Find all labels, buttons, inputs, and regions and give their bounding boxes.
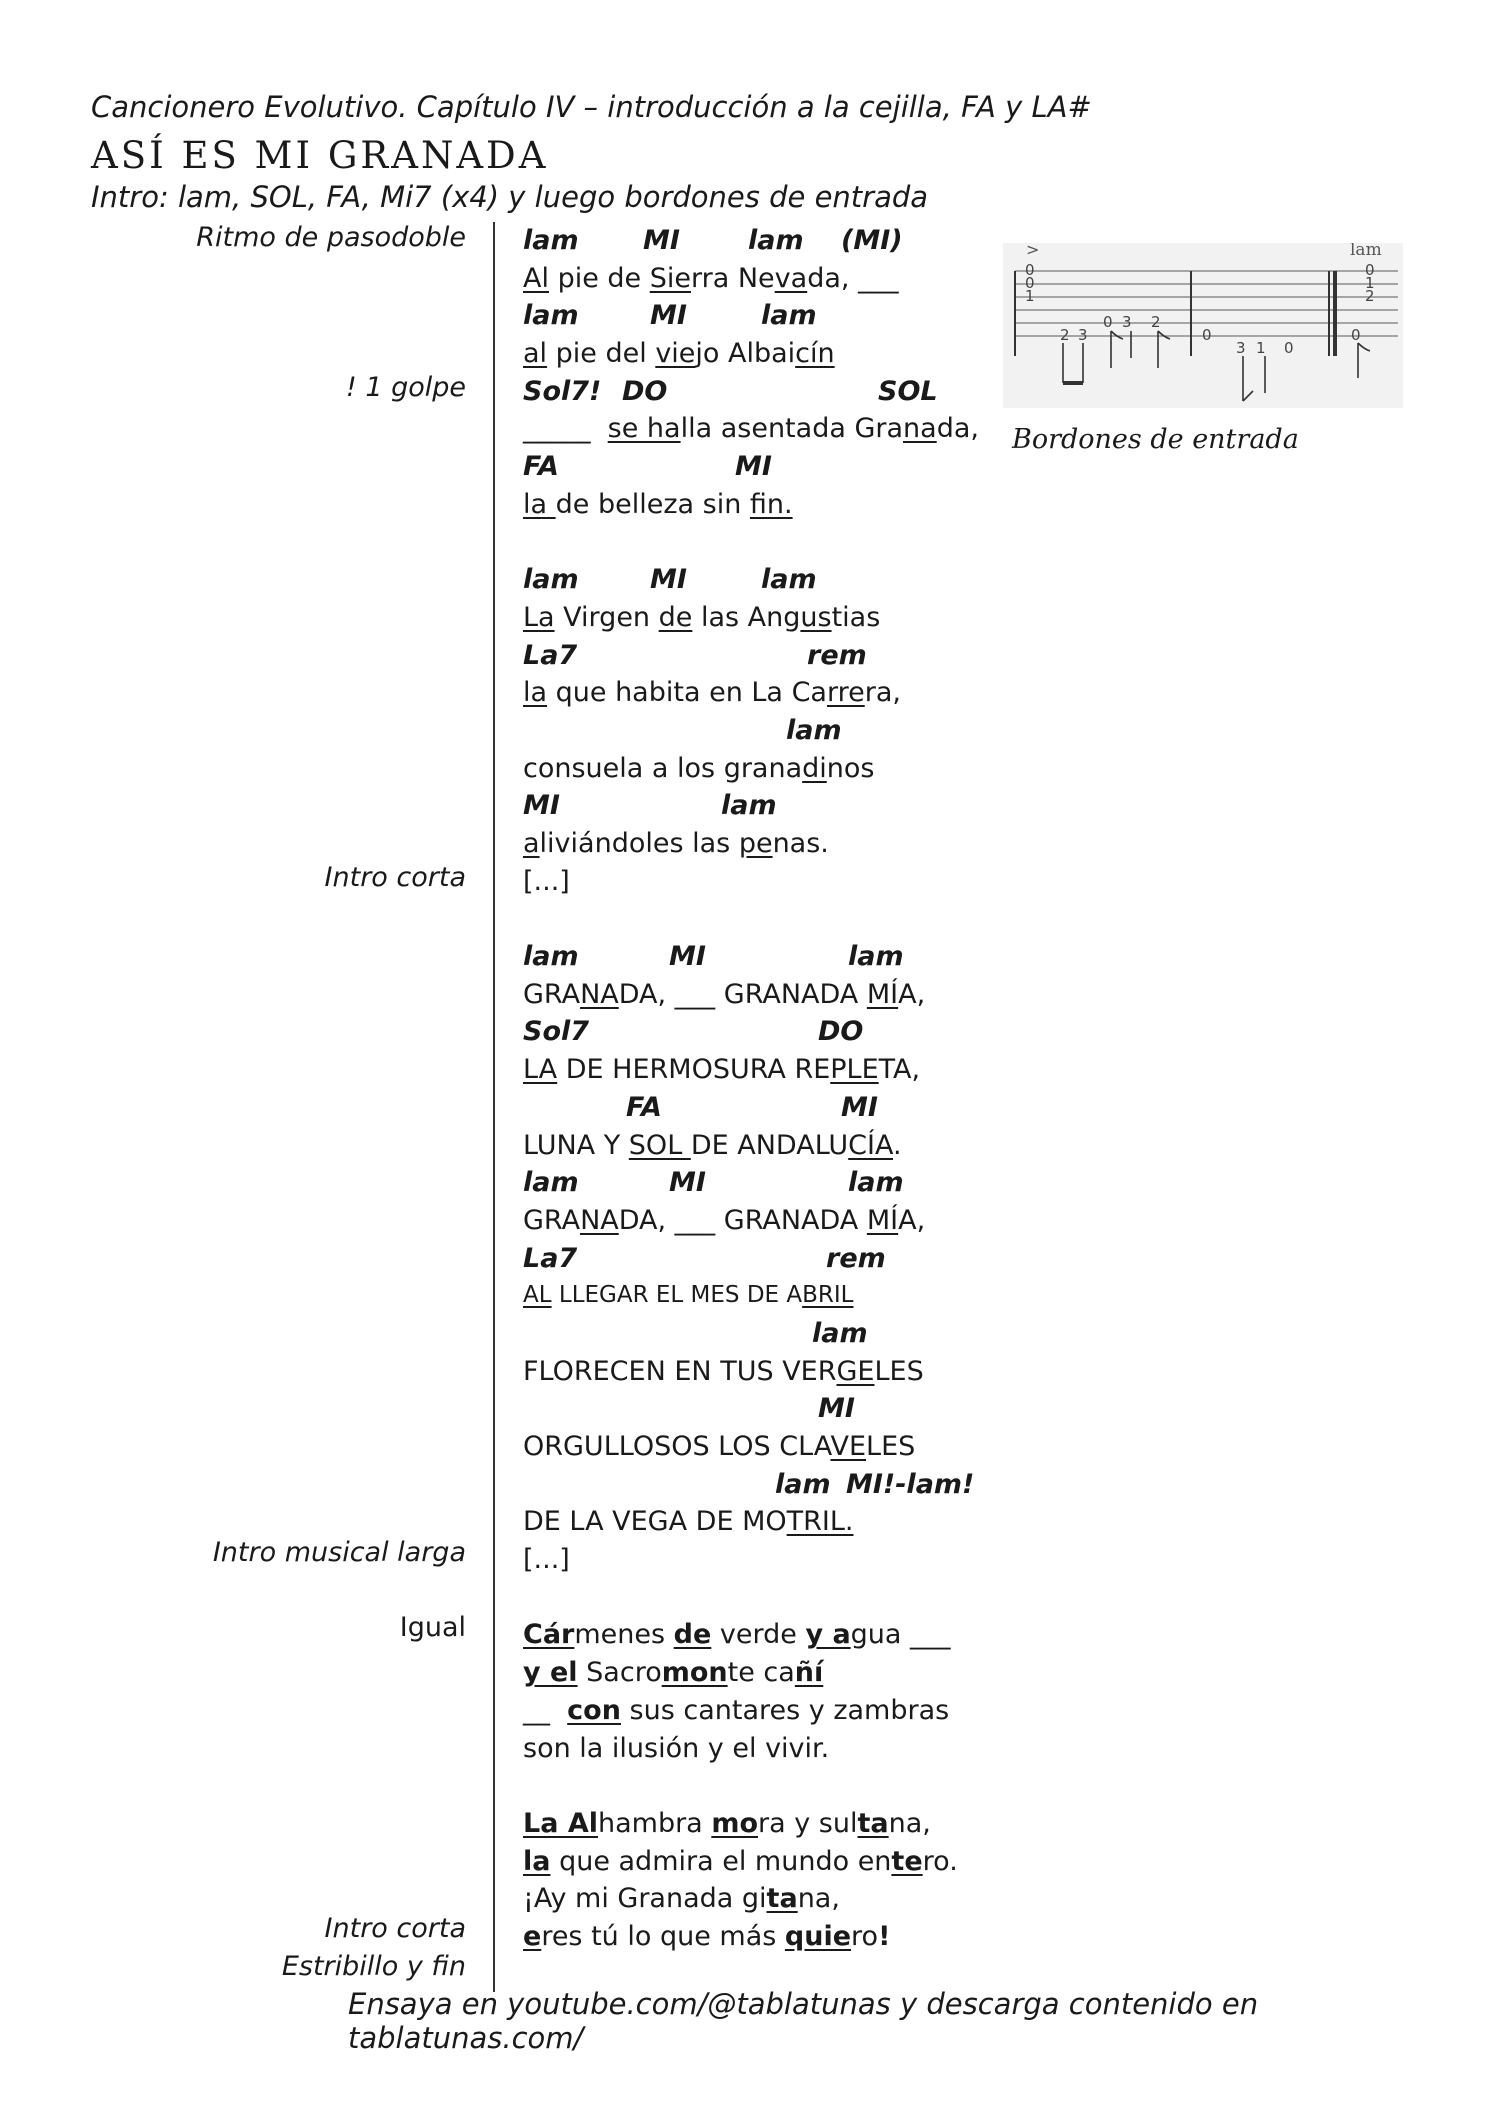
chord: MI	[643, 225, 680, 256]
chord: lam	[523, 300, 579, 332]
tab-fret-last-3: 2	[1365, 287, 1375, 305]
chord: lam	[748, 225, 804, 256]
lyrics-column	[523, 222, 993, 1956]
chord: lam	[848, 1167, 904, 1199]
chord: MI	[735, 451, 772, 483]
chord-line	[523, 1240, 993, 1278]
chord-line	[523, 1013, 993, 1051]
chord: Sol7	[523, 1016, 590, 1048]
lyric-line: ¡Ay mi Granada gitana,	[523, 1883, 840, 1915]
svg-text:0: 0	[1202, 326, 1212, 344]
lyric-line: la de belleza sin fin.	[523, 488, 793, 520]
tab-fret-first-2: 0	[1025, 274, 1035, 292]
chord: MI	[523, 790, 560, 822]
chord: MI	[669, 941, 706, 973]
chord-line	[523, 373, 993, 411]
chord: lam	[761, 564, 817, 596]
note-long-intro: Intro musical larga	[212, 1537, 466, 1568]
tab-chord-label: lam	[1350, 243, 1382, 260]
chord: MI	[669, 1167, 706, 1199]
lyric-line: Cármenes de verde y agua ___	[523, 1619, 951, 1651]
chord: MI	[650, 300, 687, 332]
svg-text:3: 3	[1078, 326, 1088, 344]
lyric-line: la que admira el mundo entero.	[523, 1845, 958, 1877]
chord: lam	[786, 714, 842, 746]
svg-text:2: 2	[1060, 326, 1070, 344]
svg-text:3: 3	[1122, 313, 1132, 331]
chord: FA	[523, 451, 559, 483]
chord-line	[523, 222, 993, 260]
song-title: ASÍ ES MI GRANADA	[91, 134, 549, 177]
svg-text:0: 0	[1103, 313, 1113, 331]
lyric-line: La Alhambra mora y sultana,	[523, 1807, 931, 1839]
footer-note: Ensaya en youtube.com/@tablatunas y descarga contenido en tablatunas.com/	[348, 1987, 1259, 2055]
chord: MI	[650, 564, 687, 596]
lyric-line: al pie del viejo Albaicín	[523, 338, 835, 370]
chord-line	[523, 938, 993, 976]
chord-line	[523, 1466, 993, 1504]
chord: La7	[523, 639, 578, 671]
tablature	[1003, 243, 1403, 408]
chord: (MI)	[841, 225, 903, 256]
chord: La7	[523, 1242, 578, 1274]
svg-text:3: 3	[1236, 339, 1246, 357]
tab-fret-last-1: 0	[1365, 261, 1375, 279]
lyric-line: son la ilusión y el vivir.	[523, 1732, 830, 1764]
lyric-line: Al pie de Sierra Nevada, ___	[523, 262, 899, 294]
chord-line	[523, 637, 993, 675]
chord-line	[523, 787, 993, 825]
chord-line	[523, 297, 993, 335]
tab-fret-first-1: 0	[1025, 261, 1035, 279]
chord: rem	[826, 1242, 886, 1274]
lyric-line: AL LLEGAR EL MES DE ABRIL	[523, 1282, 854, 1309]
note-chorus-end: Estribillo y fin	[281, 1951, 466, 1982]
svg-text:2: 2	[1151, 313, 1161, 331]
tab-fret-last-2: 1	[1365, 274, 1375, 292]
chord-line	[523, 712, 993, 750]
lyric-line: GRANADA, ___ GRANADA MÍA,	[523, 978, 926, 1010]
svg-text:>: >	[1026, 243, 1040, 259]
chord: MI	[841, 1091, 878, 1123]
lyric-line: LA DE HERMOSURA REPLETA,	[523, 1054, 921, 1086]
lyric-line: __ con sus cantares y zambras	[523, 1694, 950, 1726]
chord: lam	[523, 1167, 579, 1199]
chord: lam	[775, 1468, 831, 1500]
chord: SOL	[878, 375, 938, 407]
chord-line	[523, 1390, 993, 1428]
note-short-intro-2: Intro corta	[324, 1913, 466, 1944]
chord: Sol7!	[523, 375, 602, 407]
chord: lam	[523, 225, 579, 256]
lyric-line: _____ se halla asentada Granada,	[523, 413, 979, 445]
lyric-line: ORGULLOSOS LOS CLAVELES	[523, 1431, 916, 1462]
note-rhythm: Ritmo de pasodoble	[196, 222, 466, 253]
chord: lam	[523, 564, 579, 596]
chord-line	[523, 1164, 993, 1202]
chord: rem	[807, 639, 867, 671]
lyric-line: FLORECEN EN TUS VERGELES	[523, 1355, 924, 1387]
chapter-subtitle: Cancionero Evolutivo. Capítulo IV – introducción a la cejilla, FA y LA#	[91, 90, 1092, 124]
tab-fret-first-3: 1	[1025, 287, 1035, 305]
chord: MI	[818, 1393, 855, 1425]
lyric-line: consuela a los granadinos	[523, 752, 875, 784]
note-same: Igual	[399, 1612, 466, 1643]
svg-text:0: 0	[1351, 326, 1361, 344]
chord: MI!-lam!	[846, 1468, 975, 1500]
chord-line	[523, 448, 993, 486]
chord: lam	[848, 941, 904, 973]
column-divider	[493, 222, 495, 1992]
lyric-line: [...]	[523, 1544, 570, 1576]
chord: lam	[812, 1317, 868, 1349]
lyric-line: y el Sacromonte cañí	[523, 1657, 824, 1689]
chord: DO	[622, 375, 668, 407]
lyric-line: eres tú lo que más quiero!	[523, 1920, 891, 1952]
note-one-hit: ! 1 golpe	[345, 372, 466, 403]
chord-line	[523, 561, 993, 599]
chord: lam	[721, 790, 777, 822]
chord: DO	[818, 1016, 864, 1048]
lyric-line: [...]	[523, 865, 570, 897]
lyric-line: DE LA VEGA DE MOTRIL.	[523, 1506, 854, 1538]
tablature-caption: Bordones de entrada	[1012, 424, 1299, 455]
lyric-line: la que habita en La Carrera,	[523, 677, 901, 709]
lyric-line: LUNA Y SOL DE ANDALUCÍA.	[523, 1129, 902, 1161]
chord-line	[523, 1315, 993, 1353]
tablature-staff	[1003, 243, 1403, 408]
lyric-line: aliviándoles las penas.	[523, 828, 829, 859]
chord: FA	[626, 1091, 662, 1123]
note-short-intro: Intro corta	[324, 862, 466, 893]
svg-text:0: 0	[1284, 339, 1294, 357]
intro-line: Intro: lam, SOL, FA, Mi7 (x4) y luego bordones de entrada	[91, 180, 929, 214]
chord-line	[523, 1089, 993, 1127]
chord: lam	[761, 300, 817, 332]
svg-text:1: 1	[1256, 339, 1266, 357]
chord: lam	[523, 941, 579, 973]
lyric-line: GRANADA, ___ GRANADA MÍA,	[523, 1204, 926, 1236]
lyric-line: La Virgen de las Angustias	[523, 601, 881, 633]
